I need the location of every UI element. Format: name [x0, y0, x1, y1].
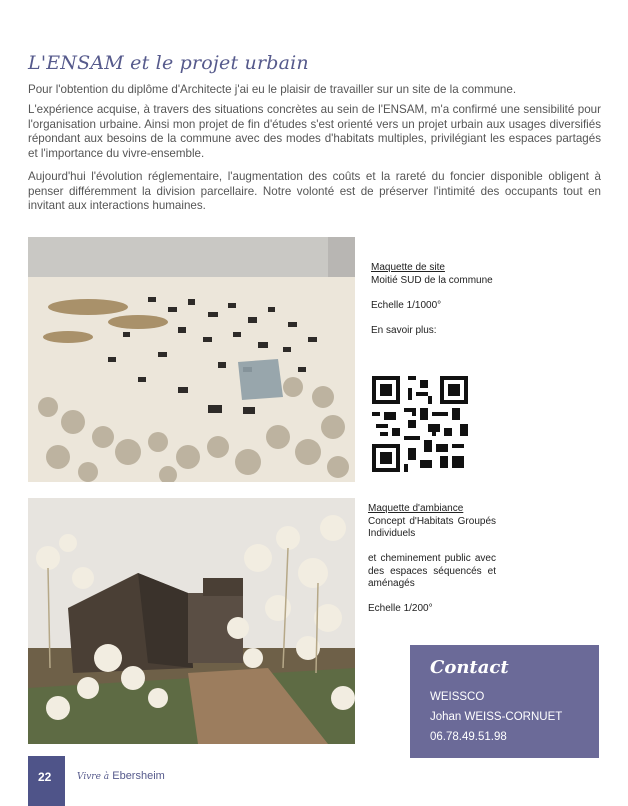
- caption-scale: Echelle 1/200°: [368, 603, 433, 614]
- article-title: L'ENSAM et le projet urbain: [28, 52, 309, 74]
- caption-text-2: et cheminement public avec des espaces séquencés et aménagés: [368, 553, 496, 589]
- ambiance-model-caption: [368, 503, 496, 616]
- footer-script: Vivre à: [77, 772, 110, 782]
- caption-heading: Maquette de site: [371, 262, 445, 273]
- caption-text-1: Concept d'Habitats Groupés Individuels: [368, 515, 496, 539]
- footer-town: Ebersheim: [112, 770, 165, 782]
- page-number: 22: [38, 770, 52, 784]
- caption-scale: Echelle 1/1000°: [371, 299, 442, 311]
- footer-brand: [77, 770, 165, 782]
- contact-box: [410, 645, 599, 758]
- contact-name: Johan WEISS-CORNUET: [430, 711, 563, 723]
- page-number-box: [28, 756, 65, 806]
- site-model-caption: [371, 262, 499, 337]
- contact-phone[interactable]: 06.78.49.51.98: [430, 731, 507, 743]
- paragraph-today: Aujourd'hui l'évolution réglementaire, l'augmentation des coûts et la rareté du foncier disponible obligent à penser différemment la division parcellaire. Notre volonté est de préserver l'intimité des occupants tout en invitant aux interactions humaines.: [28, 170, 601, 213]
- contact-company: WEISSCO: [430, 691, 485, 703]
- caption-heading: Maquette d'ambiance: [368, 503, 464, 514]
- paragraph-intro: Pour l'obtention du diplôme d'Architecte j'ai eu le plaisir de travailler sur un site de la commune.: [28, 83, 517, 96]
- site-model-photo: [28, 237, 355, 482]
- ambiance-model-photo: [28, 498, 355, 744]
- paragraph-experience: L'expérience acquise, à travers des situations concrètes au sein de l'ENSAM, m'a confirmé une sensibilité pour l'organisation urbaine. Ainsi mon projet de fin d'études s'est orienté vers un projet urbain aux usages diversifiés répondant aux besoins de la commune avec des modes d'habitats multiples, privilégiant les espaces partagés et l'importance du vivre-ensemble.: [28, 103, 601, 160]
- caption-text: Moitié SUD de la commune: [371, 274, 493, 286]
- qr-code[interactable]: [372, 376, 468, 472]
- caption-more: En savoir plus:: [371, 324, 437, 336]
- contact-title: Contact: [430, 657, 509, 678]
